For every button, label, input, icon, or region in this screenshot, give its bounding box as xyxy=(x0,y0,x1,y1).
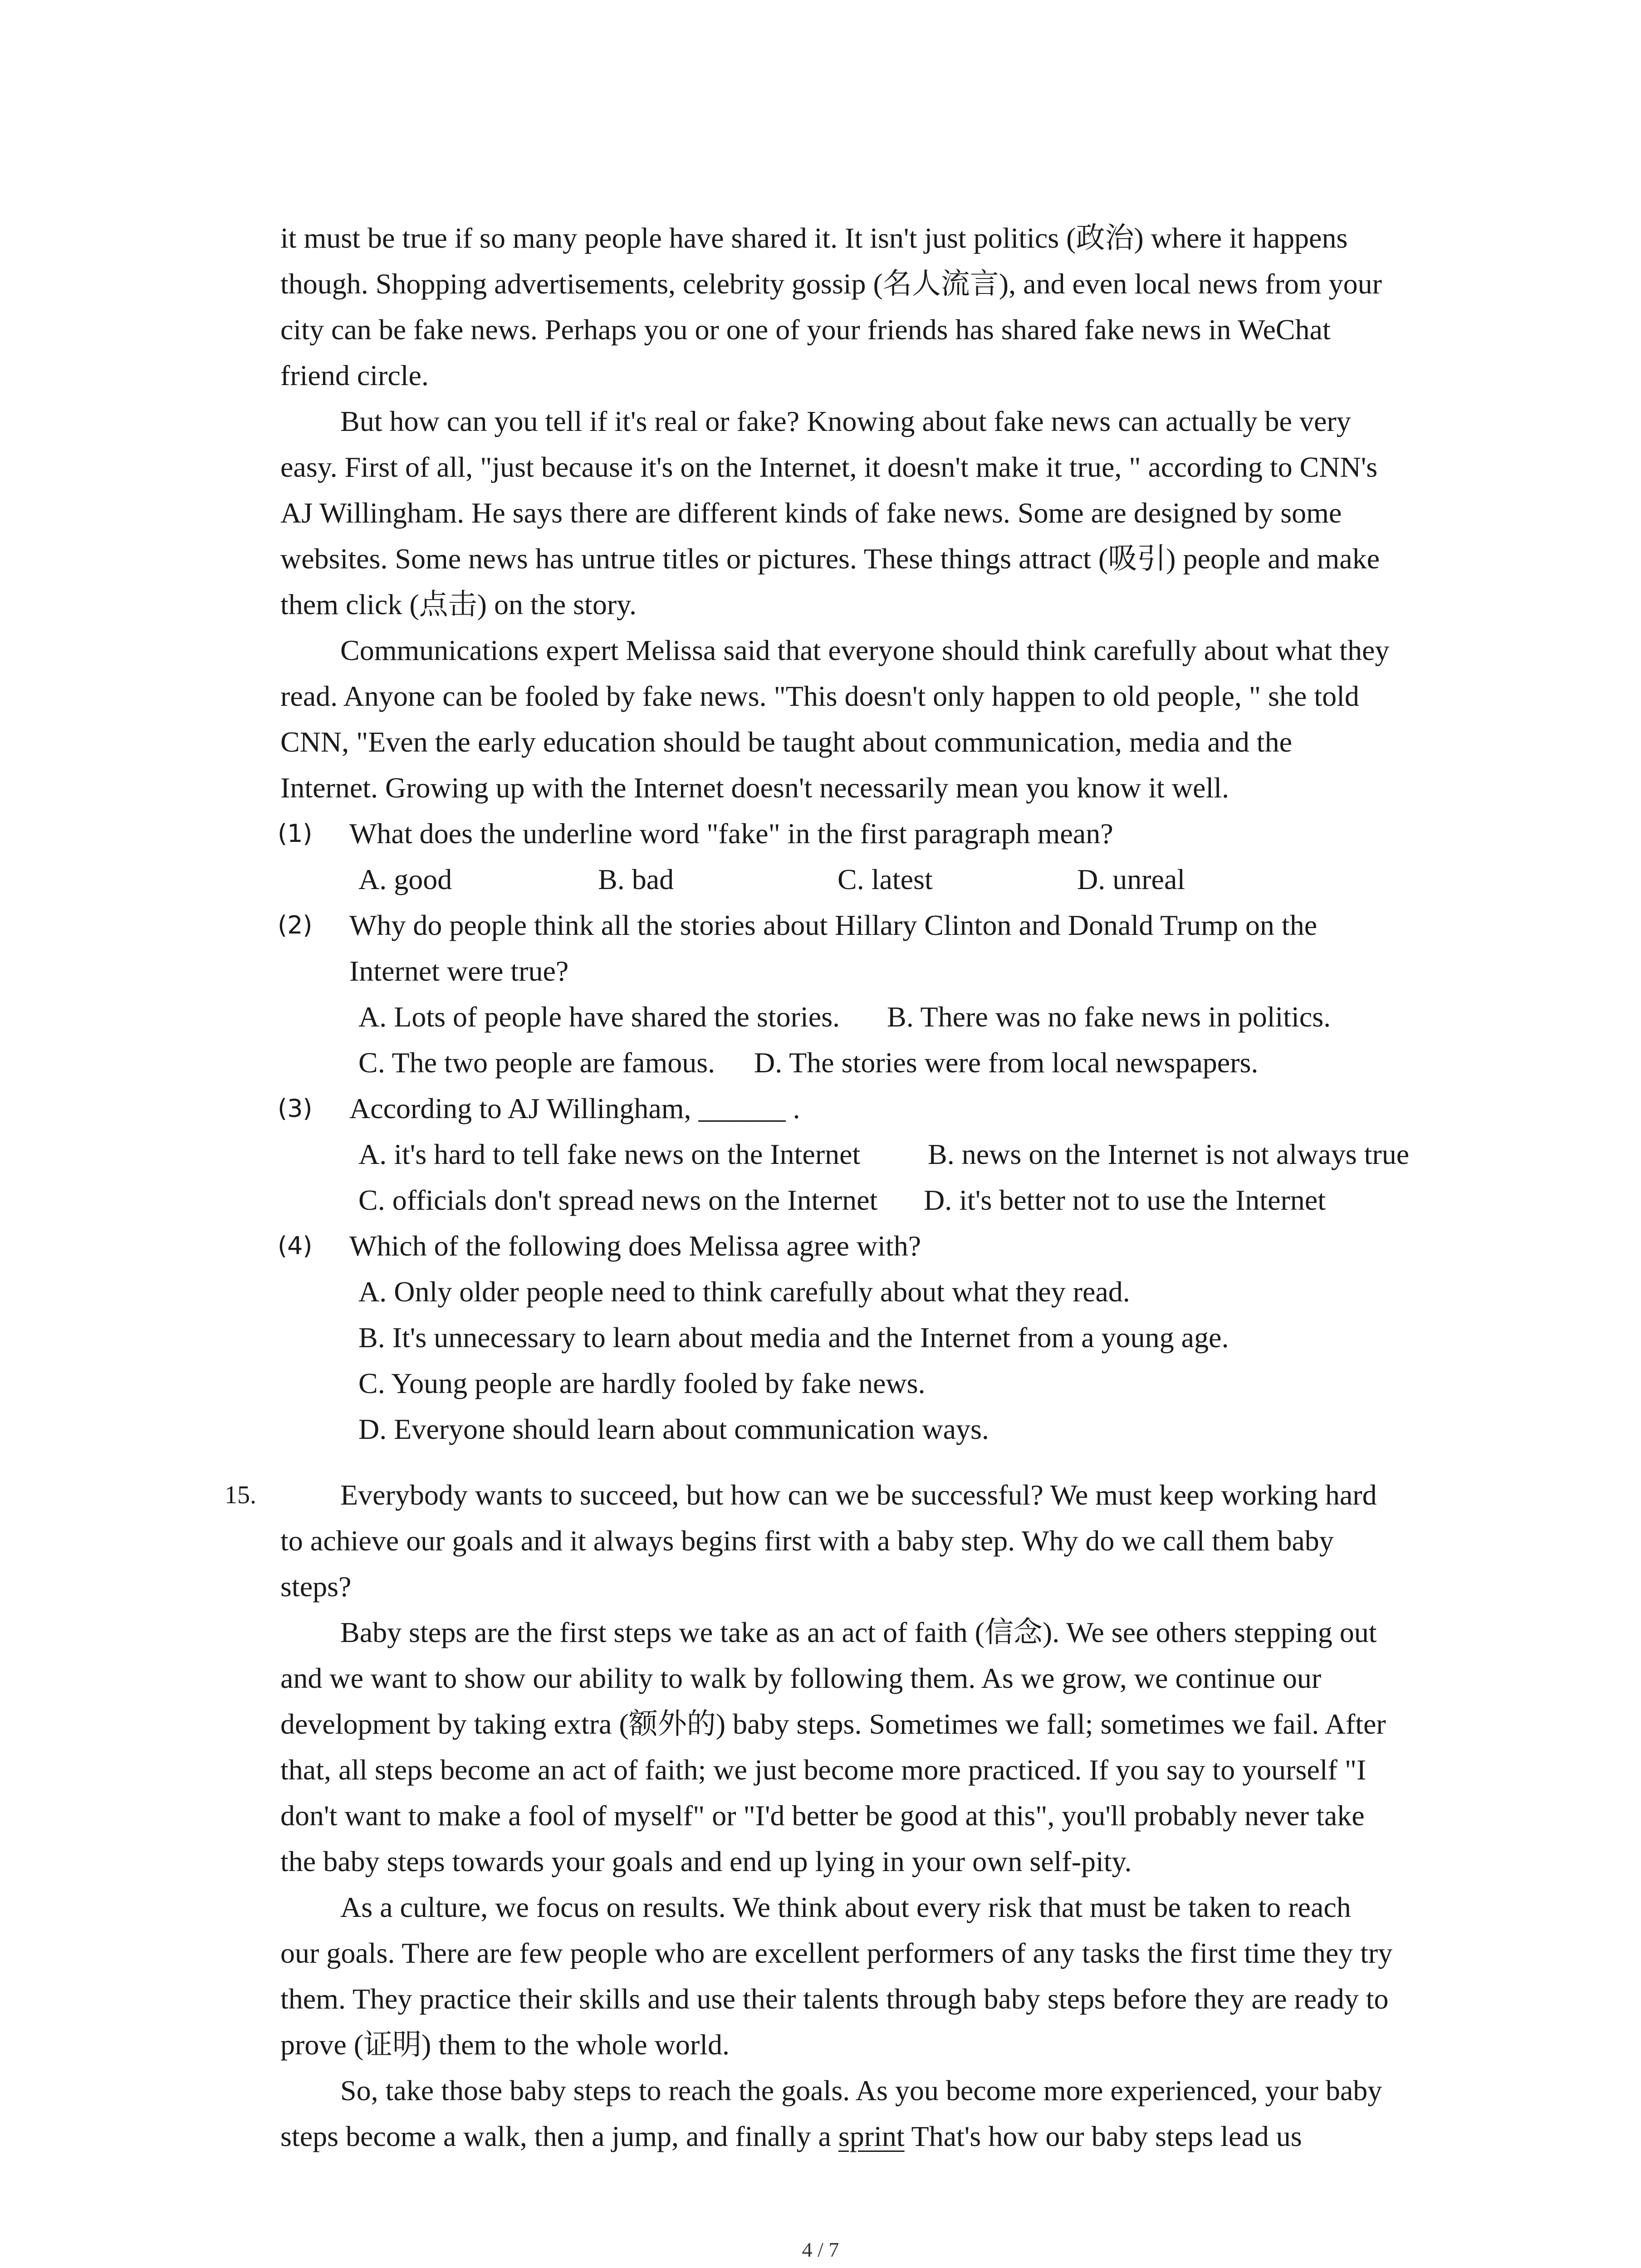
question-number: (2) xyxy=(278,911,313,939)
text-line: our goals. There are few people who are excellent performers of any tasks the first time they try xyxy=(280,1937,1393,1969)
option-c: C. officials don't spread news on the Internet xyxy=(358,1184,878,1216)
text-line: them click (点击) on the story. xyxy=(280,588,637,621)
question-number: (3) xyxy=(278,1094,313,1123)
text-line: though. Shopping advertisements, celebrity gossip (名人流言), and even local news from your xyxy=(280,268,1382,300)
text-line: steps? xyxy=(280,1570,352,1603)
question-stem: According to AJ Willingham, ______ . xyxy=(349,1092,800,1124)
text-line-last xyxy=(280,2118,1302,2155)
text-line: easy. First of all, "just because it's on the Internet, it doesn't make it true, " according to CNN's xyxy=(280,451,1378,483)
option-c: C. The two people are famous. xyxy=(358,1046,715,1079)
text-line: development by taking extra (额外的) baby steps. Sometimes we fall; sometimes we fail. After xyxy=(280,1708,1386,1740)
option-d: D. Everyone should learn about communication ways. xyxy=(358,1413,989,1445)
option-d: D. it's better not to use the Internet xyxy=(924,1184,1326,1216)
text-line: read. Anyone can be fooled by fake news. "This doesn't only happen to old people, " she told xyxy=(280,680,1359,712)
text-segment: steps become a walk, then a jump, and finally a xyxy=(280,2120,838,2152)
option-a: A. Lots of people have shared the stories. xyxy=(358,1001,840,1033)
text-line: and we want to show our ability to walk by following them. As we grow, we continue our xyxy=(280,1662,1322,1694)
text-line: websites. Some news has untrue titles or pictures. These things attract (吸引) people and make xyxy=(280,543,1380,575)
text-line: don't want to make a fool of myself" or "I'd better be good at this", you'll probably never take xyxy=(280,1799,1365,1832)
text-line: friend circle. xyxy=(280,359,429,391)
text-line: Everybody wants to succeed, but how can we be successful? We must keep working hard xyxy=(340,1479,1377,1511)
text-line: Internet. Growing up with the Internet doesn't necessarily mean you know it well. xyxy=(280,772,1229,804)
option-d: D. The stories were from local newspapers. xyxy=(754,1046,1259,1079)
option-c: C. latest xyxy=(838,863,933,895)
option-a: A. Only older people need to think carefully about what they read. xyxy=(358,1276,1130,1308)
text-line: them. They practice their skills and use their talents through baby steps before they are ready to xyxy=(280,1983,1389,2015)
question-stem: Which of the following does Melissa agree with? xyxy=(349,1230,921,1262)
question-stem: Internet were true? xyxy=(349,955,569,987)
option-d: D. unreal xyxy=(1077,863,1185,895)
text-segment: That's how our baby steps lead us xyxy=(904,2120,1302,2152)
question-number: (4) xyxy=(278,1232,313,1260)
text-line: Baby steps are the first steps we take as an act of faith (信念). We see others stepping out xyxy=(340,1616,1377,1648)
text-line: that, all steps become an act of faith; we just become more practiced. If you say to yourself "I xyxy=(280,1754,1367,1786)
option-b: B. There was no fake news in politics. xyxy=(887,1001,1331,1033)
text-line: As a culture, we focus on results. We think about every risk that must be taken to reach xyxy=(340,1891,1351,1923)
question-number-15: 15. xyxy=(225,1481,256,1509)
option-c: C. Young people are hardly fooled by fake news. xyxy=(358,1367,926,1399)
option-a: A. good xyxy=(358,863,452,895)
option-b: B. news on the Internet is not always true xyxy=(928,1138,1410,1170)
option-a: A. it's hard to tell fake news on the Internet xyxy=(358,1138,861,1170)
text-line: AJ Willingham. He says there are different kinds of fake news. Some are designed by some xyxy=(280,497,1342,529)
text-line: CNN, "Even the early education should be taught about communication, media and the xyxy=(280,726,1292,758)
text-line: to achieve our goals and it always begins first with a baby step. Why do we call them baby xyxy=(280,1525,1334,1557)
underlined-word: sprint xyxy=(838,2120,905,2152)
text-line: it must be true if so many people have shared it. It isn't just politics (政治) where it happens xyxy=(280,222,1348,254)
text-line: Communications expert Melissa said that everyone should think carefully about what they xyxy=(340,634,1390,666)
text-line: prove (证明) them to the whole world. xyxy=(280,2028,730,2061)
text-line: city can be fake news. Perhaps you or one of your friends has shared fake news in WeChat xyxy=(280,313,1331,346)
option-b: B. It's unnecessary to learn about media and the Internet from a young age. xyxy=(358,1321,1229,1354)
text-line: So, take those baby steps to reach the goals. As you become more experienced, your baby xyxy=(340,2074,1382,2107)
page-number: 4 / 7 xyxy=(802,2238,839,2261)
question-stem: Why do people think all the stories about Hillary Clinton and Donald Trump on the xyxy=(349,909,1318,941)
option-b: B. bad xyxy=(598,863,674,895)
text-line: But how can you tell if it's real or fake? Knowing about fake news can actually be very xyxy=(340,405,1351,437)
question-stem: What does the underline word "fake" in the first paragraph mean? xyxy=(349,817,1113,850)
text-line: the baby steps towards your goals and end up lying in your own self-pity. xyxy=(280,1845,1132,1877)
question-number: (1) xyxy=(278,819,313,848)
